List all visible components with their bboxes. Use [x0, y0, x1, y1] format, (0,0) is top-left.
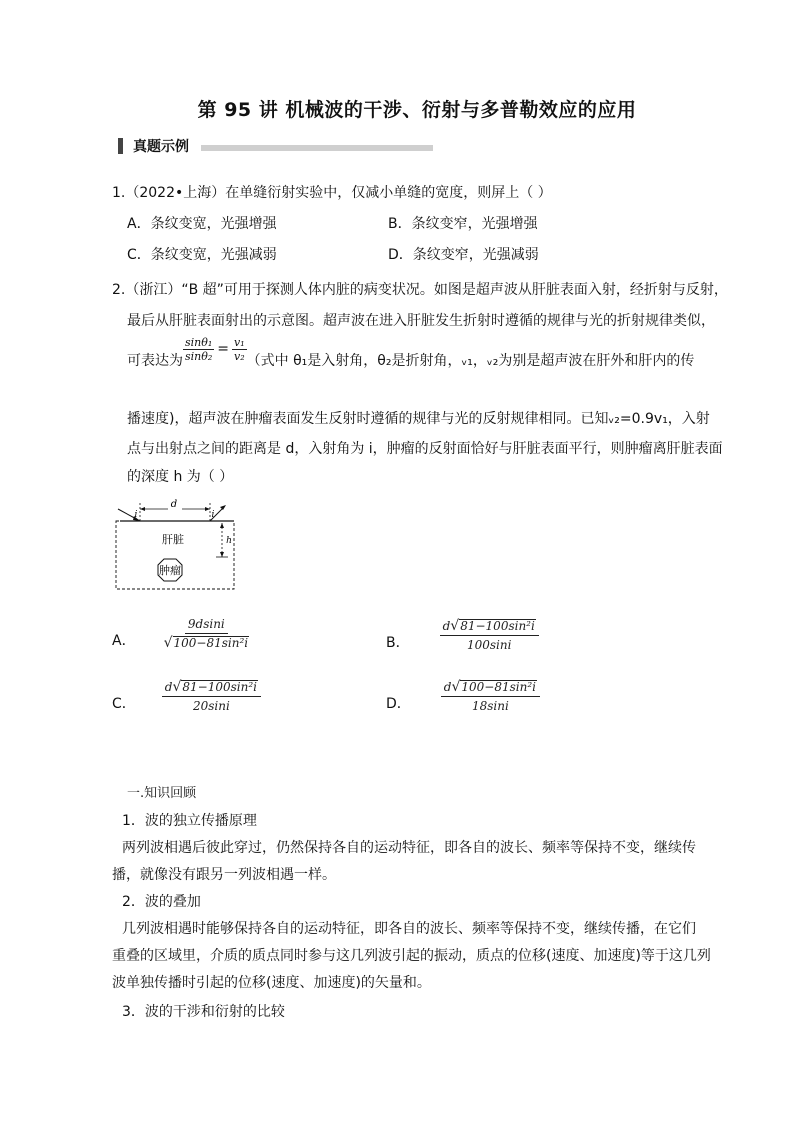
review-p2-line-3: 波单独传播时引起的位移(速度、加速度)的矢量和。: [112, 975, 431, 991]
q2-formula-line: [127, 335, 695, 376]
liver-tumor-diagram: [112, 497, 242, 597]
review-p2-line-1: 几列波相遇时能够保持各自的运动特征，即各自的波长、频率等保持不变，继续传播，在它们: [122, 921, 696, 937]
section-header: [118, 136, 433, 156]
q2-option-d-num-pre: d: [443, 679, 452, 694]
q2-option-c-num: 81−100sin²i: [182, 679, 257, 694]
q2-option-c[interactable]: [112, 673, 261, 719]
q2-option-a-den: 100−81sin²i: [173, 635, 249, 650]
q2-line-4: 播速度)，超声波在肿瘤表面发生反射时遵循的规律与光的反射规律相同。已知ᵥ₂=0.9v₁，入射: [127, 411, 710, 427]
section-marker: [118, 138, 123, 154]
q2-formula-v-num: v₁: [234, 335, 245, 349]
q2-option-d-sqrt: [451, 680, 537, 694]
q2-formula-sin-den: sinθ₂: [185, 349, 213, 363]
diagram-svg: [112, 497, 242, 597]
h-label: h: [226, 536, 232, 546]
emergent-arrow: [220, 505, 226, 510]
tumor-label: 肿瘤: [159, 564, 181, 577]
liver-label: 肝脏: [162, 533, 184, 546]
q2-option-d[interactable]: [386, 673, 540, 719]
review-p3-title: 3．波的干涉和衍射的比较: [122, 1004, 285, 1020]
q2-option-b-den: 100sini: [466, 637, 512, 652]
q1-stem: 1.（2022•上海）在单缝衍射实验中，仅减小单缝的宽度，则屏上（ ）: [112, 185, 552, 201]
q2-option-a-fraction: [164, 617, 250, 650]
review-p1-line-1: 两列波相遇后彼此穿过，仍然保持各自的运动特征，即各自的波长、频率等保持不变，继续传: [122, 840, 696, 856]
q1-option-b[interactable]: B．条纹变窄，光强增强: [388, 216, 538, 232]
q2-line-1: 2.（浙江）“B 超”可用于探测人体内脏的病变状况。如图是超声波从肝脏表面入射，经折射与反射，: [112, 282, 728, 298]
q2-formula-sin-num: sinθ₁: [185, 335, 213, 349]
sqrt-symbol-icon: √: [451, 678, 461, 695]
q2-option-b-num: 81−100sin²i: [460, 618, 535, 633]
q2-option-b-num-pre: d: [442, 618, 451, 633]
sqrt-symbol-icon: √: [172, 678, 182, 695]
q1-option-a[interactable]: A．条纹变宽，光强增强: [127, 216, 277, 232]
q2-option-b-fraction: [440, 619, 539, 652]
q2-formula-eq: =: [217, 341, 230, 357]
h-arrow-bottom: [220, 552, 224, 557]
q2-formula-v-den: v₂: [234, 349, 245, 363]
q2-option-c-label: C．: [112, 696, 136, 712]
q2-line-2: 最后从肝脏表面射出的示意图。超声波在进入肝脏发生折射时遵循的规律与光的折射规律类似，: [127, 313, 715, 329]
q2-option-a-sqrt: [164, 636, 250, 650]
q2-formula-pre: 可表达为: [127, 353, 183, 369]
review-p2-line-2: 重叠的区域里，介质的质点同时参与这几列波引起的振动，质点的位移(速度、加速度)等于这几列: [112, 948, 711, 964]
d-arrow-left: [140, 507, 145, 511]
d-label: d: [170, 499, 178, 510]
q1-option-d[interactable]: D．条纹变窄，光强减弱: [388, 247, 539, 263]
q2-formula-v-fraction: [232, 336, 247, 363]
q2-option-d-fraction: [441, 680, 540, 713]
section-label: 真题示例: [133, 139, 189, 155]
q2-option-d-label: D．: [386, 696, 411, 712]
q2-formula-sin-fraction: [183, 336, 214, 363]
q2-option-a[interactable]: [112, 610, 249, 656]
q1-option-c[interactable]: C．条纹变宽，光强减弱: [127, 247, 277, 263]
q2-line-6: 的深度 h 为（ ）: [127, 469, 234, 485]
q2-option-c-sqrt: [172, 680, 258, 694]
i-label-left: i: [134, 510, 138, 520]
q2-option-a-num: 9dsini: [185, 617, 228, 634]
d-arrow-right: [205, 507, 210, 511]
review-p2-title: 2．波的叠加: [122, 894, 201, 910]
i-label-right: i: [211, 510, 215, 520]
q2-line-3-rest: （式中 θ₁是入射角，θ₂是折射角，ᵥ₁，ᵥ₂为别是超声波在肝外和肝内的传: [246, 353, 695, 369]
q2-option-c-fraction: [162, 680, 261, 713]
review-p1-title: 1．波的独立传播原理: [122, 813, 257, 829]
review-p1-line-2: 播，就像没有跟另一列波相遇一样。: [112, 867, 336, 883]
h-arrow-top: [220, 523, 224, 528]
q2-option-d-num: 100−81sin²i: [461, 679, 536, 694]
q2-option-b-sqrt: [450, 619, 536, 633]
section-rule: [201, 145, 433, 151]
q2-option-d-den: 18sini: [471, 698, 509, 713]
q2-option-a-label: A．: [112, 633, 136, 649]
page-title: 第 95 讲 机械波的干涉、衍射与多普勒效应的应用: [197, 99, 637, 121]
q2-option-b[interactable]: [386, 612, 539, 658]
q2-option-c-num-pre: d: [164, 679, 173, 694]
q2-option-b-label: B．: [386, 635, 410, 651]
sqrt-symbol-icon: √: [450, 617, 460, 634]
review-heading: 一.知识回顾: [127, 786, 197, 801]
q2-line-5: 点与出射点之间的距离是 d，入射角为 i，肿瘤的反射面恰好与肝脏表面平行，则肿瘤离肝脏表面: [127, 441, 723, 457]
sqrt-symbol-icon: √: [163, 634, 173, 651]
q2-option-c-den: 20sini: [192, 698, 230, 713]
